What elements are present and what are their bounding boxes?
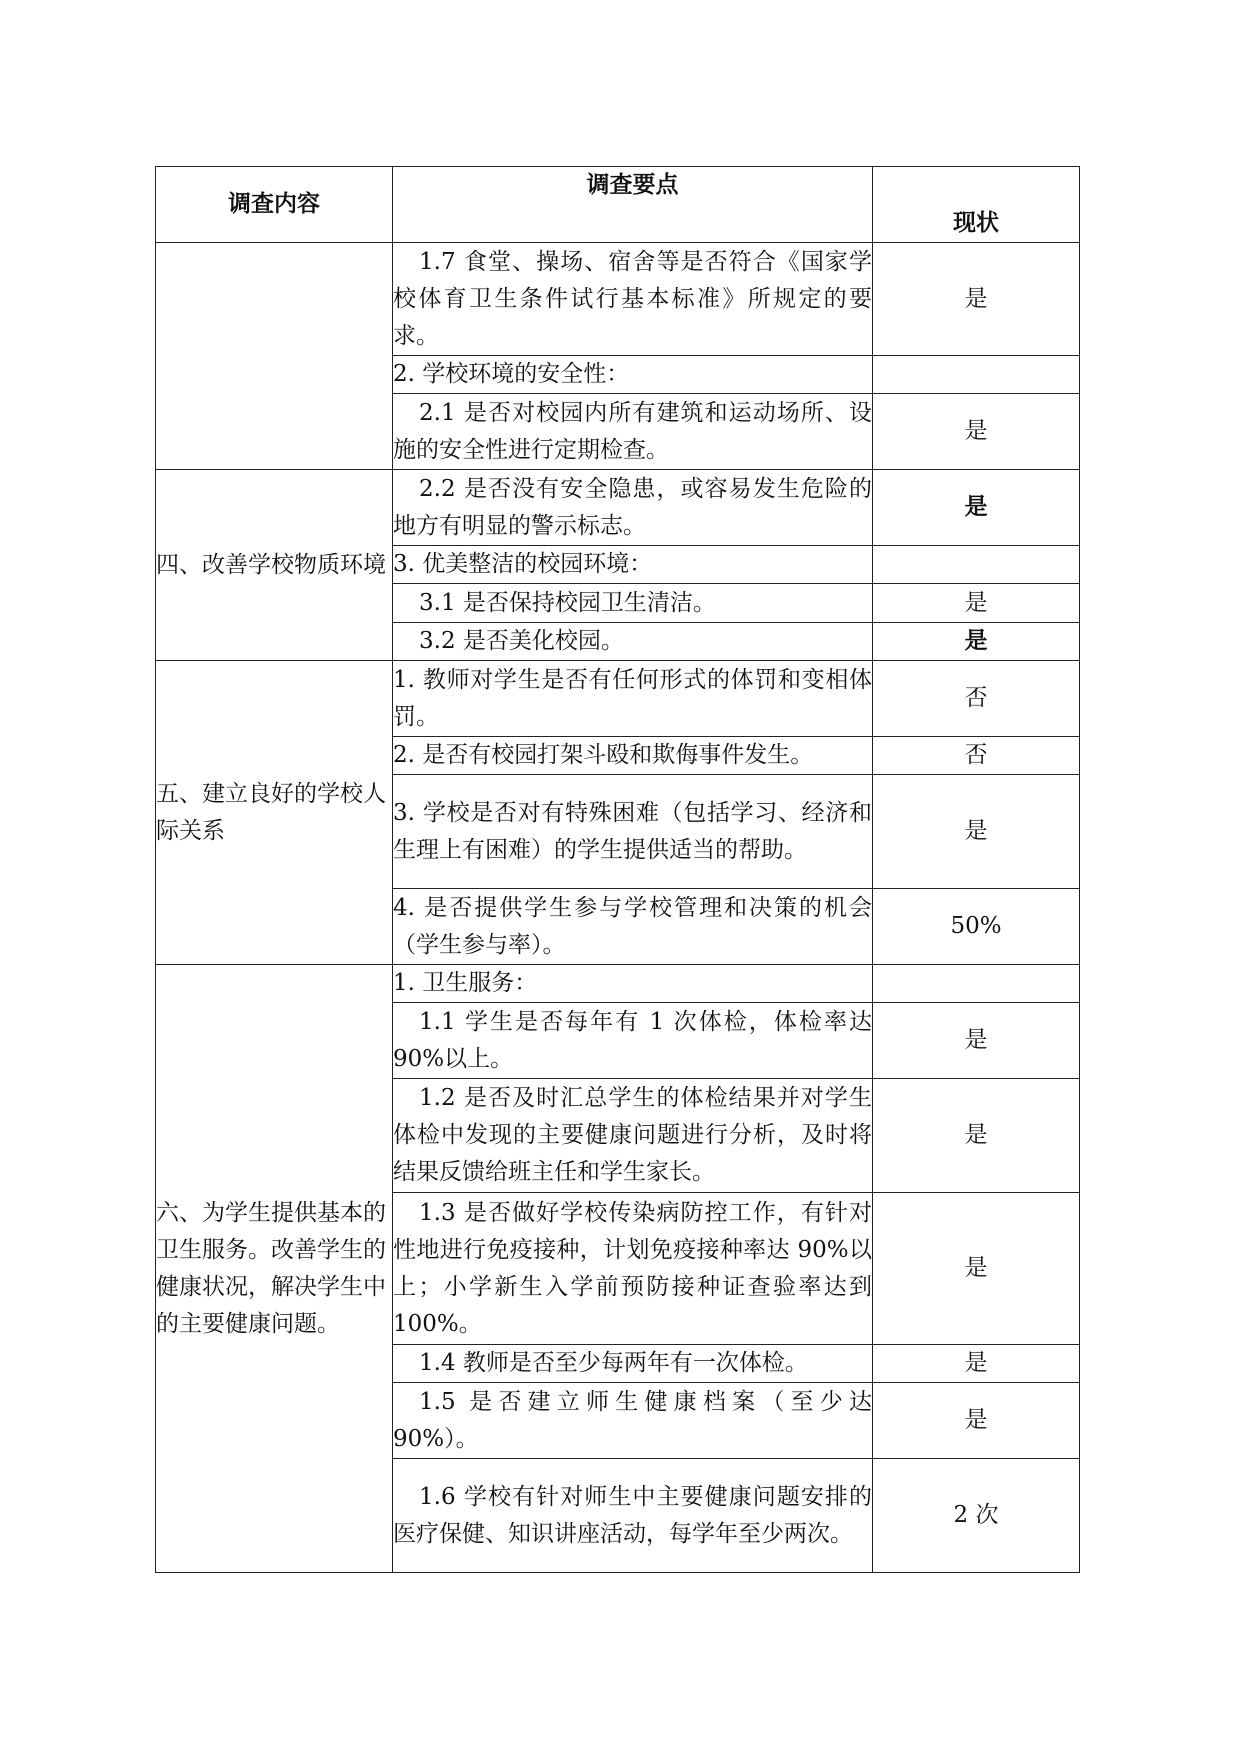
point-cell: 1. 卫生服务： [393, 965, 873, 1003]
status-cell: 是 [873, 775, 1080, 889]
point-cell: 1.1 学生是否每年有 1 次体检，体检率达 90%以上。 [393, 1003, 873, 1079]
status-cell: 是 [873, 243, 1080, 356]
status-cell: 是 [873, 470, 1080, 546]
point-cell: 1.5 是否建立师生健康档案（至少达 90%）。 [393, 1383, 873, 1459]
point-cell: 2. 是否有校园打架斗殴和欺侮事件发生。 [393, 737, 873, 775]
table-row [156, 661, 1080, 737]
status-cell: 是 [873, 1193, 1080, 1345]
status-cell: 是 [873, 623, 1080, 661]
status-cell: 是 [873, 1003, 1080, 1079]
header-content: 调查内容 [156, 167, 393, 243]
status-cell [873, 965, 1080, 1003]
header-points: 调查要点 [393, 167, 873, 243]
point-cell: 4. 是否提供学生参与学校管理和决策的机会（学生参与率）。 [393, 889, 873, 965]
point-cell: 3. 优美整洁的校园环境： [393, 546, 873, 584]
point-cell: 1.3 是否做好学校传染病防控工作，有针对性地进行免疫接种，计划免疫接种率达 90%以上；小学新生入学前预防接种证查验率达到 100%。 [393, 1193, 873, 1345]
table-header-row [156, 167, 1080, 243]
survey-table [155, 166, 1080, 1573]
header-status: 现状 [873, 167, 1080, 243]
table-row [156, 470, 1080, 546]
status-cell: 否 [873, 661, 1080, 737]
point-cell: 2.2 是否没有安全隐患，或容易发生危险的地方有明显的警示标志。 [393, 470, 873, 546]
point-cell: 3.2 是否美化校园。 [393, 623, 873, 661]
status-cell: 50% [873, 889, 1080, 965]
point-cell: 3.1 是否保持校园卫生清洁。 [393, 584, 873, 623]
status-cell: 是 [873, 394, 1080, 470]
table-row [156, 965, 1080, 1003]
category-cell: 四、改善学校物质环境 [156, 470, 393, 661]
category-cell [156, 243, 393, 470]
point-cell: 2. 学校环境的安全性： [393, 356, 873, 394]
point-cell: 1.2 是否及时汇总学生的体检结果并对学生体检中发现的主要健康问题进行分析，及时将结果反馈给班主任和学生家长。 [393, 1079, 873, 1193]
point-cell: 1. 教师对学生是否有任何形式的体罚和变相体罚。 [393, 661, 873, 737]
point-cell: 1.7 食堂、操场、宿舍等是否符合《国家学校体育卫生条件试行基本标准》所规定的要求。 [393, 243, 873, 356]
status-cell: 是 [873, 1345, 1080, 1383]
point-cell: 2.1 是否对校园内所有建筑和运动场所、设施的安全性进行定期检查。 [393, 394, 873, 470]
category-cell: 五、建立良好的学校人际关系 [156, 661, 393, 965]
status-cell [873, 356, 1080, 394]
point-cell: 1.4 教师是否至少每两年有一次体检。 [393, 1345, 873, 1383]
status-cell: 是 [873, 584, 1080, 623]
status-cell [873, 546, 1080, 584]
table-row [156, 243, 1080, 356]
status-cell: 否 [873, 737, 1080, 775]
status-cell: 是 [873, 1079, 1080, 1193]
point-cell: 1.6 学校有针对师生中主要健康问题安排的医疗保健、知识讲座活动，每学年至少两次。 [393, 1459, 873, 1573]
point-cell: 3. 学校是否对有特殊困难（包括学习、经济和生理上有困难）的学生提供适当的帮助。 [393, 775, 873, 889]
category-cell: 六、为学生提供基本的卫生服务。改善学生的健康状况，解决学生中的主要健康问题。 [156, 965, 393, 1573]
status-cell: 是 [873, 1383, 1080, 1459]
status-cell: 2 次 [873, 1459, 1080, 1573]
